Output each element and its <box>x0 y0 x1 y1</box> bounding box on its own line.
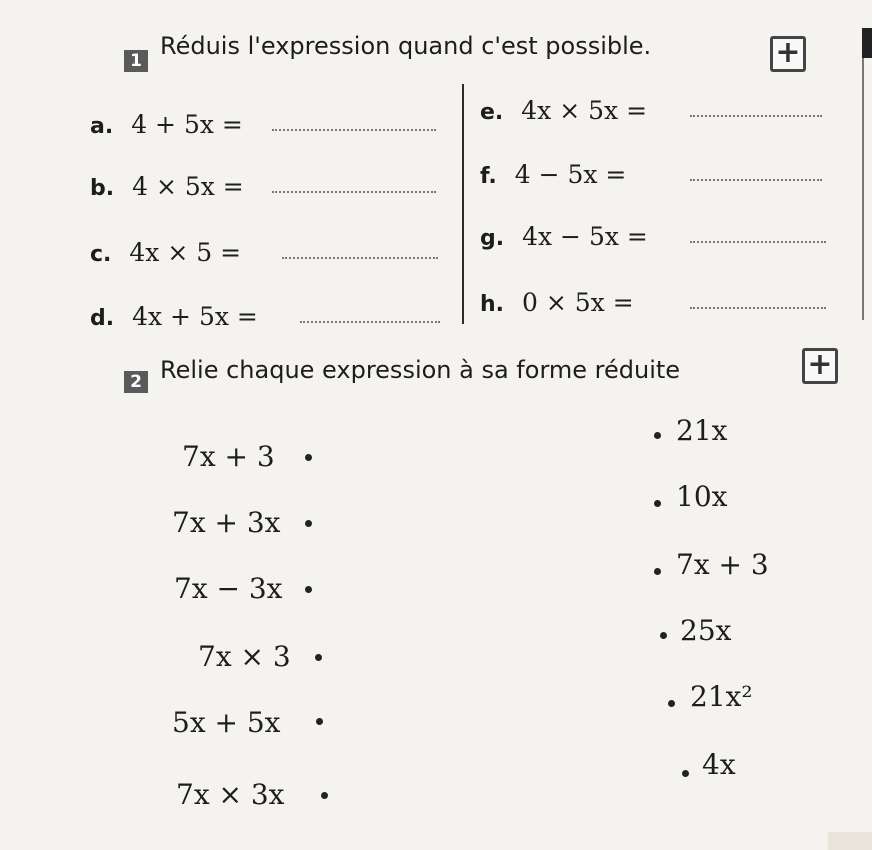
right-connector-dot[interactable] <box>654 432 661 439</box>
exercise1-plus-icon[interactable]: + <box>770 36 806 72</box>
item-b <box>90 172 244 201</box>
reduced-form: 7x + 3 <box>676 548 769 581</box>
item-label: d. <box>90 306 115 331</box>
reduced-form: 4x <box>702 748 736 781</box>
left-expression: 7x × 3 <box>198 640 291 673</box>
answer-blank-e[interactable] <box>690 114 822 117</box>
left-connector-dot[interactable] <box>316 718 323 725</box>
item-label: h. <box>480 292 505 317</box>
answer-blank-h[interactable] <box>690 306 826 309</box>
right-connector-dot[interactable] <box>654 568 661 575</box>
exercise1-title: Réduis l'expression quand c'est possible. <box>160 32 652 60</box>
right-connector-dot[interactable] <box>668 700 675 707</box>
answer-blank-b[interactable] <box>272 190 436 193</box>
item-expr: 4x × 5 = <box>129 238 242 267</box>
reduced-form: 21x <box>676 414 728 447</box>
left-expression: 7x + 3x <box>172 506 281 539</box>
page-edge-line <box>862 58 864 320</box>
left-connector-dot[interactable] <box>305 586 312 593</box>
item-expr: 4 + 5x = <box>131 110 243 139</box>
right-connector-dot[interactable] <box>660 632 667 639</box>
item-label: g. <box>480 226 505 251</box>
exercise2-plus-icon[interactable]: + <box>802 348 838 384</box>
reduced-form: 25x <box>680 614 732 647</box>
right-connector-dot[interactable] <box>682 770 689 777</box>
reduced-form: 10x <box>676 480 728 513</box>
item-expr: 4 − 5x = <box>514 160 627 189</box>
item-expr: 0 × 5x = <box>522 288 634 317</box>
left-expression: 7x + 3 <box>182 440 275 473</box>
right-connector-dot[interactable] <box>654 500 661 507</box>
page-edge-bar <box>862 28 872 58</box>
exercise2-number: 2 <box>124 371 148 393</box>
answer-blank-a[interactable] <box>272 128 436 131</box>
item-c <box>90 238 241 267</box>
left-expression: 5x + 5x <box>172 706 281 739</box>
item-expr: 4x − 5x = <box>522 222 648 251</box>
item-expr: 4x + 5x = <box>132 302 258 331</box>
answer-blank-d[interactable] <box>300 320 440 323</box>
left-connector-dot[interactable] <box>305 454 312 461</box>
left-connector-dot[interactable] <box>305 520 312 527</box>
item-e <box>480 96 647 125</box>
left-expression: 7x − 3x <box>174 572 283 605</box>
left-connector-dot[interactable] <box>315 654 322 661</box>
item-f <box>480 160 626 189</box>
item-label: f. <box>480 164 497 189</box>
item-expr: 4x × 5x = <box>521 96 648 125</box>
item-a <box>90 110 243 139</box>
exercise1-number: 1 <box>124 50 148 72</box>
reduced-form: 21x² <box>690 680 753 713</box>
item-label: b. <box>90 176 115 201</box>
left-connector-dot[interactable] <box>321 792 328 799</box>
page-corner-tab <box>828 832 872 850</box>
answer-blank-c[interactable] <box>282 256 438 259</box>
item-g <box>480 222 648 251</box>
item-label: a. <box>90 114 114 139</box>
exercise2-title: Relie chaque expression à sa forme réduite <box>160 356 681 384</box>
item-h <box>480 288 634 317</box>
column-divider <box>462 84 464 324</box>
answer-blank-f[interactable] <box>690 178 822 181</box>
item-expr: 4 × 5x = <box>132 172 244 201</box>
left-expression: 7x × 3x <box>176 778 285 811</box>
item-label: e. <box>480 100 504 125</box>
answer-blank-g[interactable] <box>690 240 826 243</box>
item-label: c. <box>90 242 112 267</box>
item-d <box>90 302 258 331</box>
